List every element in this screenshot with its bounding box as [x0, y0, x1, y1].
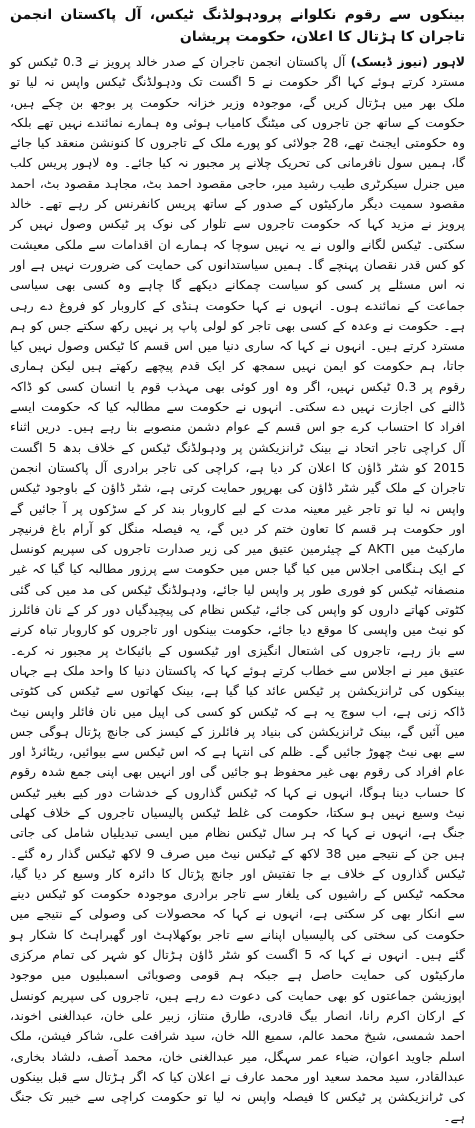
news-article	[10, 4, 465, 1128]
article-body	[10, 52, 465, 1128]
article-dateline: لاہور (نیوز ڈیسک)	[350, 54, 465, 69]
article-headline: بینکوں سے رقوم نکلوانے پرودہولڈنگ ٹیکس، آل پاکستان انجمن تاجران کا ہڑتال کا اعلان، حکومت پریشان	[10, 7, 465, 45]
article-body-text: آل پاکستان انجمن تاجران کے صدر خالد پرویز نے 0.3 ٹیکس کو مسترد کرتے ہوئے کہا اگر حکومت نے 5 اگست تک ودہولڈنگ ٹیکس واپس نہ لیا تو ملک بھر میں ہڑتال کریں گے، موجودہ وزیر خزانہ حکومت پر بوجھ بن چکے ہیں، حکومت کے ساتھ جن تاجروں کی میٹنگ کامیاب ہوئی وہ ہمارے نمائندے نہیں تھے بلکہ وہ حکومتی ایجنٹ تھے، 28 جولائی کو پورے ملک کے تاجروں کا کنونشن منعقد کیا جائے گا، ہمیں سول نافرمانی کی تحریک چلانے پر مجبور نہ کیا جائے۔ وہ لاہور پریس کلب میں جنرل سیکرٹری طیب رشید میر، حاجی مقصود احمد بٹ، مجاہد مقصود بٹ، احمد مقصود سمیت دیگر مارکیٹوں کے صدور کے ساتھ پریس کانفرنس کر رہے تھے۔ خالد پرویز نے مزید کہا کہ حکومت تاجروں سے تلوار کی نوک پر ٹیکس وصول نہیں کر سکتی۔ ٹیکس لگانے والوں نے یہ نہیں سوچا کہ ہمارے ان اقدامات سے ملکی معیشت کو کس قدر نقصان پہنچے گا۔ ہمیں سیاستدانوں کی حمایت کی ضرورت نہیں ہے اور نہ اس مسئلے پر کسی کو سیاست چمکانے دیکھے گا چاہے وہ کسی بھی سیاسی جماعت کے نمائندے ہوں۔ انہوں نے کہا حکومت ہنڈی کے کاروبار کو فروغ دے رہی ہے۔ حکومت نے وعدہ کے کسی بھی تاجر کو لولی پاپ پر نہیں رکھ سکتے جس کو ہم مسترد کرتے ہیں۔ انہوں نے کہا کہ ساری دنیا میں اس قسم کا ٹیکس وصول نہیں کیا جاتا، ہم حکومت کو ایمن نہیں سمجھ کر ایک قدم پیچھے رکھتے ہیں لیکن ہماری رقوم پر 0.3 ٹیکس نہیں، اگر وہ اور کوئی بھی مہذب قوم یا انسان کسی کو ڈاکہ ڈالنے کی اجازت نہیں دے سکتی۔ انہوں نے حکومت سے مطالبہ کیا کہ حکومت ایسے افراد کا احتساب کرے جو اس قسم کے عوام دشمن منصوبے بنا رہے ہیں۔ دریں اثناء آل کراچی تاجر اتحاد نے بینک ٹرانزیکشن پر ودہولڈنگ ٹیکس کے خلاف بدھ 5 اگست 2015 کو شٹر ڈاؤن کا اعلان کر دیا ہے، کراچی کی تاجر برادری آل پاکستان انجمن تاجران کے ملک گیر شٹر ڈاؤن کی بھرپور حمایت کرتی ہے، شٹر ڈاؤن کے باوجود ٹیکس واپس نہ لیا تو تاجر غیر معینہ مدت کے لیے کاروبار بند کر کے سڑکوں پر آ جائیں گے اور حکومت ہر قسم کا تعاون ختم کر دیں گے، یہ فیصلہ منگل کو آرام باغ فرنیچر مارکیٹ میں AKTI کے چیئرمین عتیق میر کی زیر صدارت تاجروں کی سپریم کونسل کے ایک ہنگامی اجلاس میں کیا گیا جس میں حکومت سے پرزور مطالبہ کیا گیا کہ غیر منصفانہ ٹیکس کو فوری طور پر واپس لیا جائے، ودہولڈنگ ٹیکس کی مد میں کی گئی کٹوتی کھاتے داروں کو واپس کی جائے، ٹیکس نظام کی پیچیدگیاں دور کر کے نان فائلرز کو نیٹ میں واپسی کا موقع دیا جائے، حکومت بینکوں اور تاجروں کو کاروبار تباہ کرنے سے باز رہے، تاجروں کی اشتعال انگیزی اور ٹیکسوں کے بائیکاٹ پر مجبور نہ کرے۔ عتیق میر نے اجلاس سے خطاب کرتے ہوئے کہا کہ پاکستان دنیا کا واحد ملک ہے جہاں بینکوں کی ٹرانزیکشن پر ٹیکس عائد کیا گیا ہے، بینک کھاتوں سے ٹیکس کی کٹوتی ڈاکہ زنی ہے، اب سوچ یہ ہے کہ ٹیکس کو کسی کی اپیل میں نان فائلر واپس نیٹ میں آئیں گے، بینک ٹرانزیکشن کی بنیاد پر فائلرز کے کیسز کی جانچ پڑتال ہوگی جس سے بھی نیٹ چھوڑ جائیں گے۔ ظلم کی انتہا ہے کہ اس ٹیکس سے بیوائیں، ریٹائرڈ اور عام افراد کی رقوم بھی غیر محفوظ ہو جائیں گی اور انہیں بھی اپنی جمع شدہ رقوم کا حساب دینا ہوگا، انہوں نے کہا کہ ٹیکس گذاروں کے خدشات دور کیے بغیر ٹیکس نیٹ وسیع نہیں ہو سکتا، حکومت کی غلط ٹیکس پالیسیاں تاجروں کے خلاف کھلی جنگ ہے، انہوں نے کہا کہ ہر سال ٹیکس نظام میں ایسی تبدیلیاں شامل کی جاتی ہیں جن کے نتیجے میں 38 لاکھ کے ٹیکس نیٹ میں صرف 9 لاکھ ٹیکس گذار رہ گئے۔ ٹیکس گذاروں کے خلاف بے جا تفتیش اور جانچ پڑتال کا دائرہ کار وسیع کر دیا گیا، محکمہ ٹیکس کے راشیوں کی یلغار سے تاجر برادری موجودہ حکومت کو ٹیکس دینے سے انکار بھی کر سکتی ہے، انہوں نے کہا کہ محصولات کی وصولی کے نتیجے میں حکومت کی سختی کی پالیسیاں اپنانے سے تاجر بوکھلاہٹ اور گھبراہٹ کا شکار ہو گئے ہیں۔ انہوں نے کہا کہ 5 اگست کو شٹر ڈاؤن ہڑتال کو شہر کی تمام مرکزی مارکیٹوں کی حمایت حاصل ہے جبکہ ہم قومی وصوبائی اسمبلیوں میں موجود اپوزیشن جماعتوں کو بھی حمایت کی دعوت دے رہے ہیں، تاجروں کی سپریم کونسل کے ارکان اکرم رانا، انصار بیگ قادری، طارق منتاز، زبیر علی خان، عبدالغنی اخوند، احمد شمسی، شیخ محمد عالم، سمیع اللہ خان، سید شرافت علی، شاکر فیشن، ملک اسلم جاوید اعوان، ضیاء عمر سہگل، میر عبدالغنی خان، محمد آصف، دلشاد بخاری، عبدالقادر، سید محمد سعید اور محمد عارف نے اعلان کیا کہ اگر ہڑتال سے قبل بینکوں کی ٹرانزیکشن پر ٹیکس کا فیصلہ واپس نہ لیا تو حکومت کراچی سے خیبر تک جنگ ہے۔	[10, 54, 466, 1125]
